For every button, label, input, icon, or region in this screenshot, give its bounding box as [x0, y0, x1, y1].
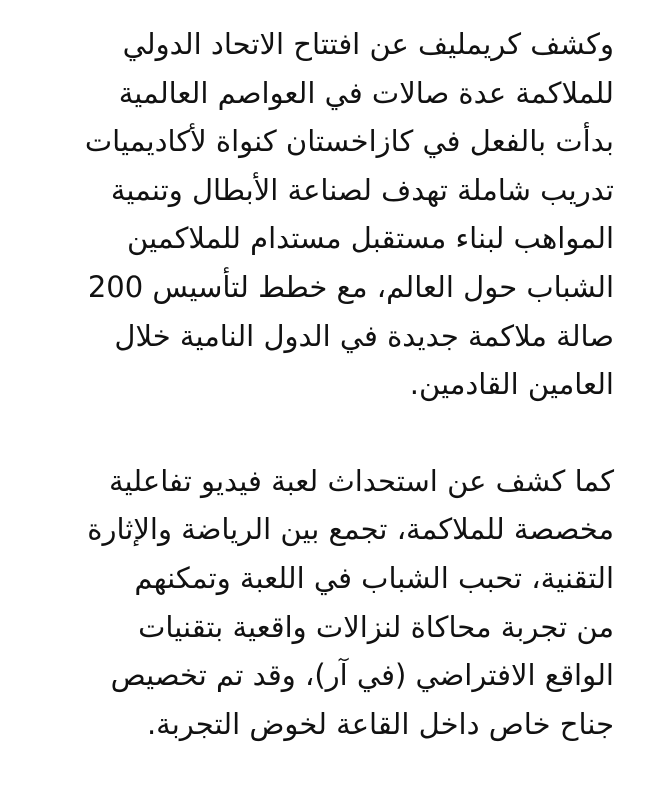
- article-body: [24, 20, 614, 748]
- text-line: جناح خاص داخل القاعة لخوض التجربة.: [146, 706, 614, 741]
- text-line: وكشف كريمليف عن افتتاح الاتحاد الدولي: [122, 27, 614, 61]
- text-line: مخصصة للملاكمة، تجمع بين الرياضة والإثارة: [87, 512, 614, 547]
- text-line: المواهب لبناء مستقبل مستدام للملاكمين: [127, 221, 614, 256]
- text-line: التقنية، تحبب الشباب في اللعبة وتمكنهم: [134, 560, 614, 595]
- text-line: كما كشف عن استحداث لعبة فيديو تفاعلية: [109, 463, 614, 498]
- text-line: من تجربة محاكاة لنزالات واقعية بتقنيات: [138, 609, 614, 644]
- paragraph-gyms: [24, 20, 614, 409]
- text-line: للملاكمة عدة صالات في العواصم العالمية: [118, 75, 614, 110]
- text-line: صالة ملاكمة جديدة في الدول النامية خلال: [114, 318, 614, 353]
- text-line: الشباب حول العالم، مع خطط لتأسيس 200: [87, 269, 614, 304]
- paragraph-video-game: [24, 457, 614, 749]
- text-line: الواقع الافتراضي (في آر)، وقد تم تخصيص: [110, 658, 614, 693]
- text-line: تدريب شاملة تهدف لصناعة الأبطال وتنمية: [110, 172, 614, 207]
- text-line: بدأت بالفعل في كازاخستان كنواة لأكاديميات: [84, 124, 614, 159]
- text-line: العامين القادمين.: [409, 367, 614, 402]
